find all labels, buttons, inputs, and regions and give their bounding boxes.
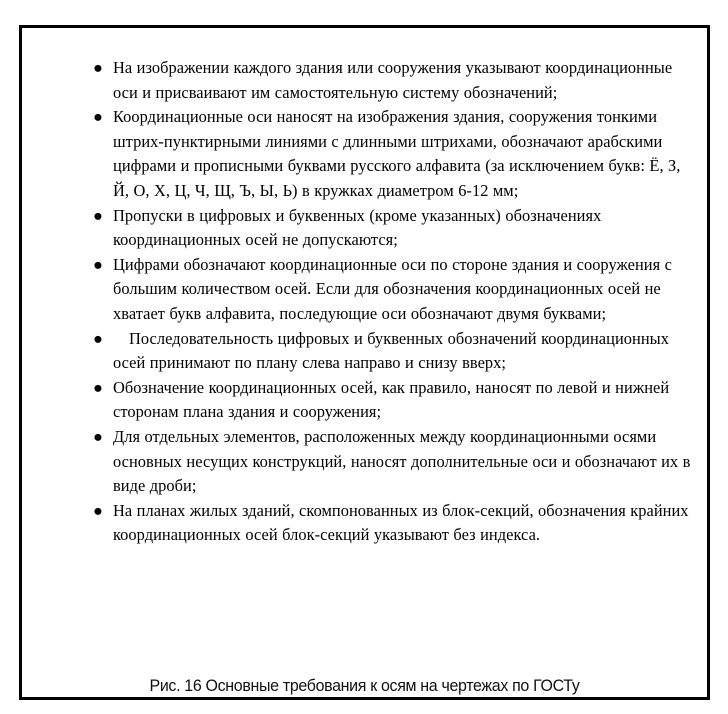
list-item-text: На изображении каждого здания или сооружения указывают координационные оси и присваивают им самостоятельную систему обозначений; (113, 58, 677, 102)
bullet-icon: ● (93, 58, 103, 77)
bullet-icon: ● (93, 377, 103, 397)
list-item-text: Пропуски в цифровых и буквенных (кроме указанных) обозначениях координационных осей не допускаются; (113, 205, 606, 250)
list-item (92, 425, 700, 499)
figure-frame (19, 25, 710, 700)
list-item-text: Последовательность цифровых и буквенных обозначений координационных осей принимают по плану слева направо и снизу вверх; (113, 328, 674, 373)
figure-content (92, 56, 700, 548)
list-item (92, 105, 692, 203)
list-item-text: Координационные оси наносят на изображения здания, сооружения тонкими штрих-пунктирными линиями с длинными штрихами, обозначают арабскими цифрами и прописными буквами русского алфавита (за исключением букв: Ё, З, Й, О, Х, Ц, Ч, Щ, Ъ, Ы, Ь) в кружках диаметром 6-12 мм; (113, 107, 685, 200)
requirements-list (92, 56, 700, 548)
list-item (92, 376, 692, 425)
list-item (92, 253, 692, 327)
list-item (92, 56, 692, 105)
list-item (92, 327, 692, 376)
bullet-icon: ● (93, 205, 103, 225)
bullet-icon: ● (93, 500, 103, 520)
bullet-icon: ● (93, 328, 103, 348)
bullet-icon: ● (93, 254, 103, 274)
list-item (92, 499, 692, 548)
list-item-text: Обозначение координационных осей, как правило, наносят по левой и нижней сторонам плана здания и сооружения; (113, 377, 674, 422)
list-item-text: Цифрами обозначают координационные оси по стороне здания и сооружения с большим количеством осей. Если для обозначения координационных осей не хватает букв алфавита, последующие оси обозначают двумя буквами; (113, 254, 677, 323)
list-item-text: Для отдельных элементов, расположенных между координационными осями основных несущих конструкций, наносят дополнительные оси и обозначают их в виде дроби; (113, 426, 700, 496)
list-item-text: На планах жилых зданий, скомпонованных из блок-секций, обозначения крайних координационных осей блок-секций указывают без индекса. (113, 500, 693, 545)
figure-caption: Рис. 16 Основные требования к осям на чертежах по ГОСТу (149, 676, 580, 695)
bullet-icon: ● (93, 107, 103, 127)
list-item (92, 204, 692, 253)
bullet-icon: ● (93, 426, 103, 446)
